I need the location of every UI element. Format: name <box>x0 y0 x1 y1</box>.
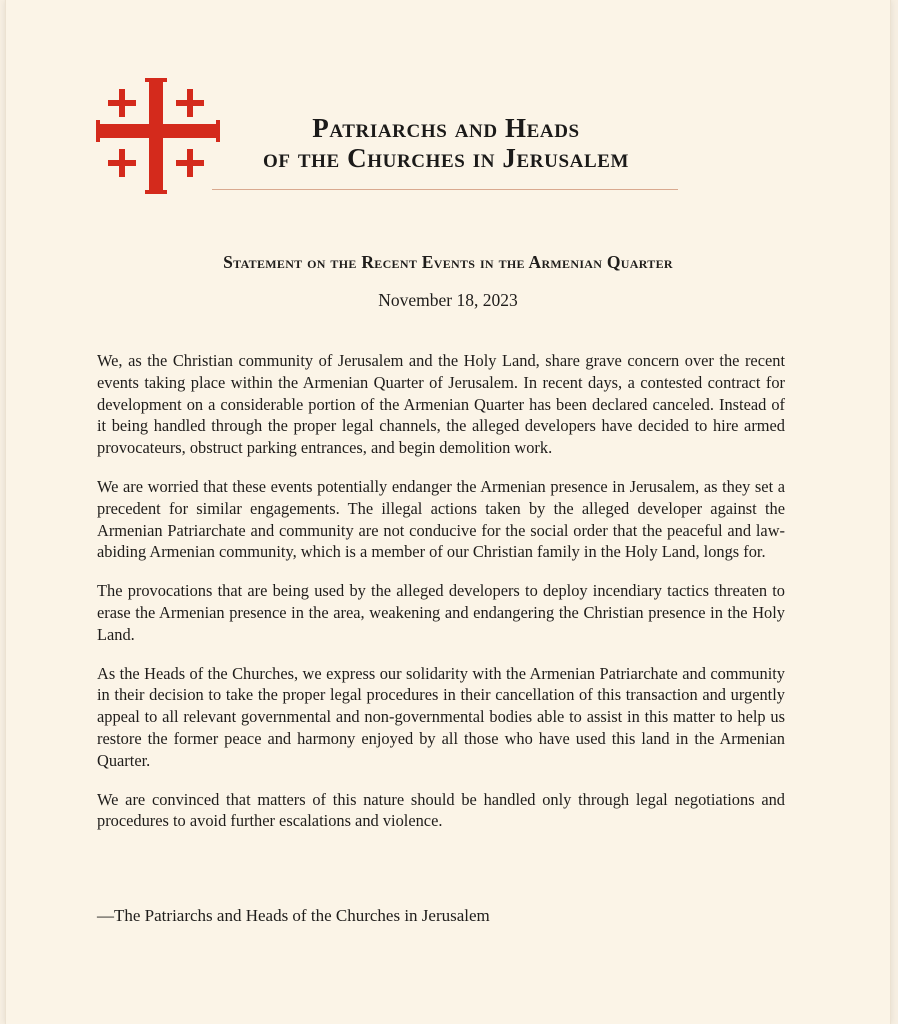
statement-title: Statement on the Recent Events in the Armenian Quarter <box>223 252 673 272</box>
paragraph: We, as the Christian community of Jerusalem and the Holy Land, share grave concern over the recent events taking place within the Armenian Quarter of Jerusalem. In recent days, a contested contract for development on a considerable portion of the Armenian Quarter has been declared canceled. Instead of it being handled through the proper legal channels, the alleged developers have decided to hire armed provocateurs, obstruct parking entrances, and begin demolition work. <box>97 351 785 458</box>
organization-title-line-1: Patriarchs and Heads <box>312 113 580 143</box>
organization-title <box>226 113 666 173</box>
paragraph: As the Heads of the Churches, we express our solidarity with the Armenian Patriarchate and community in their decision to take the proper legal procedures in their cancellation of this transaction and urgently appeal to all relevant governmental and non-governmental bodies able to assist in this matter to help us restore the former peace and harmony enjoyed by all those who have used this land in the Armenian Quarter. <box>97 663 785 770</box>
header-divider <box>212 189 678 190</box>
paragraph: We are worried that these events potentially endanger the Armenian presence in Jerusalem, as they set a precedent for similar engagements. The illegal actions taken by the alleged developer against the Armenian Patriarchate and community are not conducive for the social order that the peaceful and law-abiding Armenian community, which is a member of our Christian family in the Holy Land, longs for. <box>97 476 785 562</box>
signature-line: —The Patriarchs and Heads of the Churches in Jerusalem <box>97 906 490 925</box>
document-page <box>6 0 890 1024</box>
paragraph: The provocations that are being used by the alleged developers to deploy incendiary tactics threaten to erase the Armenian presence in the area, weakening and endangering the Christian presence in the Holy Land. <box>97 581 785 644</box>
statement-date: November 18, 2023 <box>378 290 518 310</box>
organization-title-line-2: of the Churches in Jerusalem <box>262 143 630 173</box>
paragraph: We are convinced that matters of this nature should be handled only through legal negotiations and procedures to avoid further escalations and violence. <box>97 789 785 831</box>
statement-body <box>97 350 785 849</box>
jerusalem-cross-icon <box>96 78 220 194</box>
